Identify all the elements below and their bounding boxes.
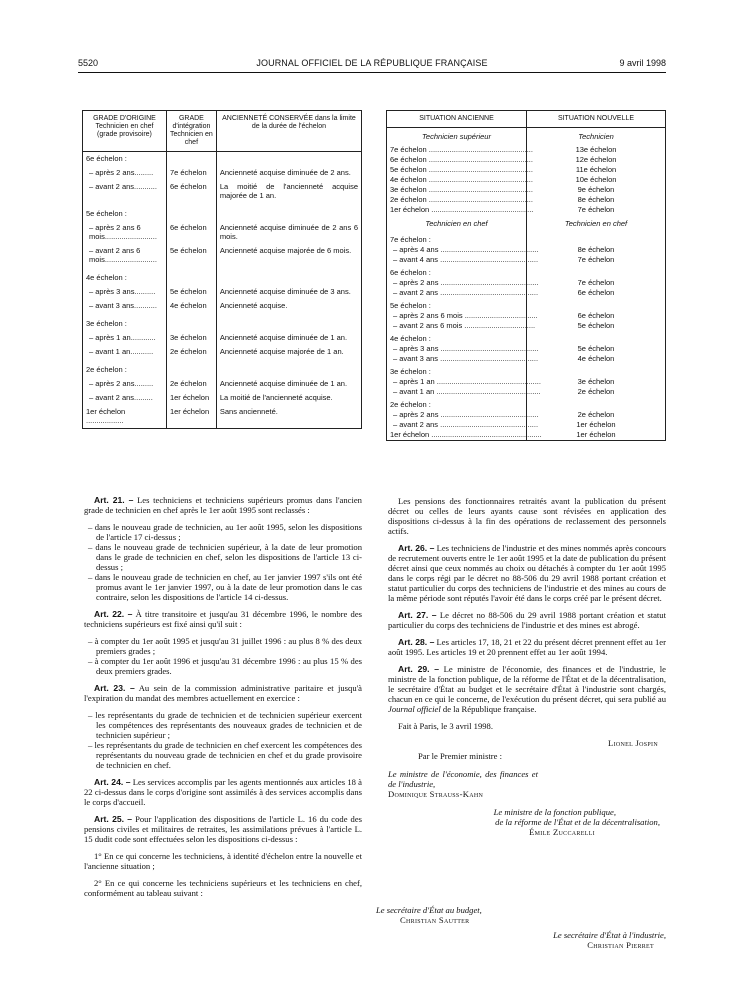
origin-cell: – avant 2 ans 6 mois......................... (83, 244, 167, 267)
table-row (387, 354, 666, 364)
article-text: À titre transitoire et jusqu'au 31 décembre 1996, le nombre des techniciens supérieurs est fixé ainsi qu'il suit : (84, 609, 362, 629)
new-situation-cell (527, 397, 666, 410)
old-situation-cell: – avant 2 ans ............................................... (387, 420, 527, 430)
table-row (83, 345, 362, 359)
old-situation-cell: 3e échelon : (387, 364, 527, 377)
table-row (387, 288, 666, 298)
article-27 (388, 610, 666, 630)
origin-cell: – avant 1 an........... (83, 345, 167, 359)
seniority-cell: Ancienneté acquise majorée de 6 mois. (216, 244, 361, 267)
integration-cell: 6e échelon (166, 221, 216, 244)
article-label: Art. 21. – (94, 495, 134, 505)
table-row (387, 387, 666, 397)
table-row (387, 331, 666, 344)
old-situation-cell: 6e échelon : (387, 265, 527, 278)
origin-cell: 2e échelon : (83, 359, 167, 377)
section-heading: Technicien en chef (527, 215, 666, 232)
table-row (83, 267, 362, 285)
old-situation-cell: 3e échelon .................................................. (387, 185, 527, 195)
minister2-title-b: de la réforme de l'État et de la décentralisation, (495, 817, 660, 827)
table-row (83, 285, 362, 299)
new-situation-cell (527, 298, 666, 311)
integration-cell: 1er échelon (166, 391, 216, 405)
table1-body (83, 152, 362, 429)
table-row (387, 278, 666, 288)
list-item: – les représentants du grade de technicien et de technicien supérieur exercent les compétences des représentants des nouveaux grades de technicien et de technicien supérieur ; (88, 710, 362, 740)
seniority-cell: La moitié de l'ancienneté acquise majorée de 1 an. (216, 180, 361, 203)
old-situation-cell: 2e échelon .................................................. (387, 195, 527, 205)
secretary1-title: Le secrétaire d'État au budget, (376, 905, 482, 915)
table1-header-seniority: ANCIENNETÉ CONSERVÉE dans la limite de la durée de l'échelon (216, 111, 361, 152)
old-situation-cell: – après 2 ans ............................................... (387, 410, 527, 420)
table-row (387, 155, 666, 165)
table-row (387, 255, 666, 265)
journal-title: JOURNAL OFFICIEL DE LA RÉPUBLIQUE FRANÇAISE (256, 58, 488, 68)
table-row (387, 364, 666, 377)
old-situation-cell: – après 2 ans ............................................... (387, 278, 527, 288)
pm-label: Par le Premier ministre : (418, 751, 503, 761)
secretary2-title: Le secrétaire d'État à l'industrie, (553, 930, 666, 940)
integration-cell: 4e échelon (166, 299, 216, 313)
old-situation-cell: 5e échelon : (387, 298, 527, 311)
article-text: Les services accomplis par les agents mentionnés aux articles 18 à 22 ci-dessus dans le corps d'origine sont assimilés à des services accomplis dans le corps d'accueil. (84, 777, 362, 807)
article-21-list (84, 522, 362, 602)
new-situation-cell: 1er échelon (527, 420, 666, 430)
header-rule (78, 72, 666, 73)
section-heading-row (387, 128, 666, 146)
old-situation-cell: – après 4 ans ............................................... (387, 245, 527, 255)
article-text: Le décret no 88-506 du 29 avril 1988 portant création et statut particulier du corps des techniciens de l'industrie et des mines est abrogé. (388, 610, 666, 630)
article-22 (84, 609, 362, 629)
integration-cell: 7e échelon (166, 166, 216, 180)
table-row (387, 321, 666, 331)
article-23-list (84, 710, 362, 770)
new-situation-cell (527, 232, 666, 245)
table-row (83, 331, 362, 345)
new-situation-cell: 6e échelon (527, 311, 666, 321)
old-situation-cell: 4e échelon .................................................. (387, 175, 527, 185)
new-situation-cell: 9e échelon (527, 185, 666, 195)
article-23 (84, 683, 362, 703)
integration-cell (166, 203, 216, 221)
minister2-title-a: Le ministre de la fonction publique, (493, 807, 616, 817)
article-25-point-2: 2° En ce qui concerne les techniciens supérieurs et les techniciens en chef, conformément au tableau suivant : (84, 878, 362, 898)
table-row (83, 377, 362, 391)
old-situation-cell: – avant 2 ans ............................................... (387, 288, 527, 298)
old-situation-cell: – après 3 ans ............................................... (387, 344, 527, 354)
article-text-end: de la République française. (442, 704, 537, 714)
table-row (387, 165, 666, 175)
new-situation-cell: 5e échelon (527, 321, 666, 331)
old-situation-cell: – avant 1 an .................................................. (387, 387, 527, 397)
new-situation-cell: 7e échelon (527, 255, 666, 265)
table-row (387, 410, 666, 420)
table-row (387, 397, 666, 410)
new-situation-cell: 1er échelon (527, 430, 666, 441)
old-situation-cell: 2e échelon : (387, 397, 527, 410)
new-situation-cell (527, 364, 666, 377)
new-situation-cell: 6e échelon (527, 288, 666, 298)
seniority-cell: Ancienneté acquise. (216, 299, 361, 313)
table-row (387, 175, 666, 185)
issue-date: 9 avril 1998 (619, 58, 666, 68)
integration-cell: 5e échelon (166, 285, 216, 299)
article-text: Les articles 17, 18, 21 et 22 du présent décret prennent effet au 1er août 1995. Les articles 19 et 20 prennent effet au 1er août 1994. (388, 637, 666, 657)
table-row (83, 244, 362, 267)
table-row (387, 245, 666, 255)
table2-body (387, 128, 666, 441)
article-text: Au sein de la commission administrative paritaire et jusqu'à l'expiration du mandat des membres actuellement en exercice : (84, 683, 362, 703)
origin-cell: 3e échelon : (83, 313, 167, 331)
table-row (83, 299, 362, 313)
integration-cell: 3e échelon (166, 331, 216, 345)
table-row (387, 298, 666, 311)
list-item: – dans le nouveau grade de technicien en chef, au 1er janvier 1997 s'ils ont été promus avant le 1er janvier 1997, ou à la date de leur promotion dans le cas contraire, selon les dispositions de l'article 14 ci-dessus. (88, 572, 362, 602)
new-situation-cell: 12e échelon (527, 155, 666, 165)
article-26 (388, 543, 666, 603)
seniority-cell: Ancienneté acquise majorée de 1 an. (216, 345, 361, 359)
origin-cell: 4e échelon : (83, 267, 167, 285)
article-text: Pour l'application des dispositions de l'article L. 16 du code des pensions civiles et militaires de retraites, les assimilations prévues à l'article L. 15 dudit code sont effectuées selon les dispositions ci-dessus : (84, 814, 362, 844)
origin-cell: – après 3 ans.......... (83, 285, 167, 299)
new-situation-cell (527, 265, 666, 278)
old-situation-cell: 5e échelon .................................................. (387, 165, 527, 175)
table-row (387, 344, 666, 354)
origin-cell: – avant 3 ans........... (83, 299, 167, 313)
new-situation-cell (527, 331, 666, 344)
integration-cell: 6e échelon (166, 180, 216, 203)
seniority-cell (216, 267, 361, 285)
table1-header-integration: GRADE d'intégration Technicien en chef (166, 111, 216, 152)
origin-cell: 6e échelon : (83, 152, 167, 167)
list-item: – les représentants du grade de technicien en chef exercent les compétences des représentants du nouveau grade de technicien en chef et du grade provisoire de technicien en chef. (88, 740, 362, 770)
seniority-cell: Ancienneté acquise diminuée de 3 ans. (216, 285, 361, 299)
article-label: Art. 24. – (94, 777, 131, 787)
old-situation-cell: 1er échelon ................................................. (387, 205, 527, 215)
old-situation-cell: – avant 4 ans ............................................... (387, 255, 527, 265)
old-situation-cell: 1er échelon ..................................................... (387, 430, 527, 441)
old-situation-cell: – après 2 ans 6 mois ................................... (387, 311, 527, 321)
article-label: Art. 25. – (94, 814, 133, 824)
new-situation-cell: 3e échelon (527, 377, 666, 387)
table-row (387, 185, 666, 195)
section-heading: Technicien en chef (387, 215, 527, 232)
table-row (387, 205, 666, 215)
origin-cell: – après 2 ans......... (83, 166, 167, 180)
table-row (83, 221, 362, 244)
origin-cell: – avant 2 ans........... (83, 180, 167, 203)
new-situation-cell: 2e échelon (527, 387, 666, 397)
minister1-title: Le ministre de l'économie, des finances et de l'industrie, (388, 769, 538, 789)
table-row (387, 145, 666, 155)
article-label: Art. 23. – (94, 683, 135, 693)
minister1-name: Dominique Strauss-Kahn (388, 789, 484, 799)
table-row (83, 152, 362, 167)
seniority-cell: Ancienneté acquise diminuée de 2 ans. (216, 166, 361, 180)
old-situation-cell: 4e échelon : (387, 331, 527, 344)
article-21 (84, 495, 362, 515)
article-22-list (84, 636, 362, 676)
table2-header-new: SITUATION NOUVELLE (527, 111, 666, 128)
situation-table (386, 110, 666, 441)
secretary2-name: Christian Pierret (587, 940, 654, 950)
left-column (84, 495, 362, 905)
origin-cell: – après 2 ans......... (83, 377, 167, 391)
old-situation-cell: 6e échelon .................................................. (387, 155, 527, 165)
new-situation-cell: 10e échelon (527, 175, 666, 185)
article-label: Art. 29. – (398, 664, 440, 674)
old-situation-cell: 7e échelon : (387, 232, 527, 245)
integration-cell (166, 359, 216, 377)
table-row (83, 359, 362, 377)
article-label: Art. 27. – (398, 610, 437, 620)
table2-header-old: SITUATION ANCIENNE (387, 111, 527, 128)
new-situation-cell: 7e échelon (527, 278, 666, 288)
seniority-cell (216, 203, 361, 221)
article-text: Le ministre de l'économie, des finances et de l'industrie, le ministre de la fonction publique, de la réforme de l'État et de la décentralisation, le secrétaire d'État au budget et le secrétaire d'État à l'industrie sont chargés, chacun en ce qui le concerne, de l'exécution du présent décret, qui sera publié au (388, 664, 666, 704)
new-situation-cell: 4e échelon (527, 354, 666, 364)
seniority-cell: La moitié de l'ancienneté acquise. (216, 391, 361, 405)
table-row (387, 311, 666, 321)
section-heading: Technicien (527, 128, 666, 146)
integration-cell (166, 313, 216, 331)
article-text: Les techniciens et techniciens supérieurs promus dans l'ancien grade de technicien en chef après le 1er août 1995 sont reclassés : (84, 495, 362, 515)
new-situation-cell: 13e échelon (527, 145, 666, 155)
seniority-cell: Ancienneté acquise diminuée de 1 an. (216, 331, 361, 345)
origin-cell: 5e échelon : (83, 203, 167, 221)
seniority-cell: Ancienneté acquise diminuée de 2 ans 6 mois. (216, 221, 361, 244)
integration-cell: 2e échelon (166, 345, 216, 359)
list-item: – à compter du 1er août 1995 et jusqu'au 31 juillet 1996 : au plus 8 % des deux premiers grades ; (88, 636, 362, 656)
origin-cell: – après 1 an............ (83, 331, 167, 345)
integration-cell (166, 152, 216, 167)
table-row (387, 265, 666, 278)
table-row (387, 377, 666, 387)
table-row (83, 166, 362, 180)
table1-header-origin: GRADE D'ORIGINE Technicien en chef (grade provisoire) (83, 111, 167, 152)
table-row (83, 180, 362, 203)
seniority-cell (216, 359, 361, 377)
table-row (387, 430, 666, 441)
table-row (83, 203, 362, 221)
right-column (388, 496, 666, 837)
seniority-cell (216, 313, 361, 331)
old-situation-cell: 7e échelon .................................................. (387, 145, 527, 155)
section-heading-row (387, 215, 666, 232)
list-item: – à compter du 1er août 1996 et jusqu'au 31 décembre 1996 : au plus 15 % des deux premiers grades. (88, 656, 362, 676)
secretaries-signatures (376, 905, 666, 950)
new-situation-cell: 8e échelon (527, 195, 666, 205)
new-situation-cell: 7e échelon (527, 205, 666, 215)
old-situation-cell: – après 1 an .................................................. (387, 377, 527, 387)
signatures (388, 738, 666, 837)
integration-cell (166, 267, 216, 285)
article-25 (84, 814, 362, 844)
origin-cell: 1er échelon .................. (83, 405, 167, 429)
article-label: Art. 28. – (398, 637, 435, 647)
pm-name: Lionel Jospin (608, 738, 658, 748)
table-row (387, 232, 666, 245)
list-item: – dans le nouveau grade de technicien, au 1er août 1995, selon les dispositions de l'article 17 ci-dessus ; (88, 522, 362, 542)
article-label: Art. 26. – (398, 543, 435, 553)
table-row (83, 313, 362, 331)
page-number: 5520 (78, 58, 99, 68)
seniority-cell: Ancienneté acquise diminuée de 1 an. (216, 377, 361, 391)
table-row (83, 391, 362, 405)
origin-cell: – après 2 ans 6 mois......................... (83, 221, 167, 244)
journal-officiel-ref: Journal officiel (388, 704, 441, 714)
new-situation-cell: 2e échelon (527, 410, 666, 420)
article-29 (388, 664, 666, 714)
table-row (387, 195, 666, 205)
reclassification-table (82, 110, 362, 429)
table-row (387, 420, 666, 430)
table-row (83, 405, 362, 429)
list-item: – dans le nouveau grade de technicien supérieur, à la date de leur promotion dans le grade de technicien en chef, selon les dispositions de l'article 13 ci-dessus ; (88, 542, 362, 572)
article-25-point-1: 1° En ce qui concerne les techniciens, à identité d'échelon entre la nouvelle et l'ancienne situation ; (84, 851, 362, 871)
new-situation-cell: 8e échelon (527, 245, 666, 255)
origin-cell: – avant 2 ans......... (83, 391, 167, 405)
done-at: Fait à Paris, le 3 avril 1998. (398, 721, 493, 731)
seniority-cell (216, 152, 361, 167)
article-24 (84, 777, 362, 807)
article-label: Art. 22. – (94, 609, 133, 619)
integration-cell: 5e échelon (166, 244, 216, 267)
integration-cell: 2e échelon (166, 377, 216, 391)
section-heading: Technicien supérieur (387, 128, 527, 146)
old-situation-cell: – avant 3 ans ............................................... (387, 354, 527, 364)
article-text: Les techniciens de l'industrie et des mines nommés après concours de recrutement ouverts entre le 1er août 1995 et la date de publication du présent décret ainsi que ceux nommés au choix ou détachés à compter du 1er août 1995 dans le corps régi par le décret no 88-506 du 29 avril 1988 portant création et statut particulier du corps des techniciens de l'industrie et des mines au cours de la même période sont réputés l'avoir été dans le corps créé par le présent décret. (388, 543, 667, 603)
seniority-cell: Sans ancienneté. (216, 405, 361, 429)
article-28 (388, 637, 666, 657)
integration-cell: 1er échelon (166, 405, 216, 429)
pensions-paragraph: Les pensions des fonctionnaires retraités avant la publication du présent décret ou celles de leurs ayants cause sont révisées en application des dispositions ci-dessus à la fin des opérations de reclassement des personnels actifs. (388, 496, 666, 536)
minister2-name: Émile Zuccarelli (529, 827, 595, 837)
old-situation-cell: – avant 2 ans 6 mois .................................. (387, 321, 527, 331)
new-situation-cell: 11e échelon (527, 165, 666, 175)
secretary1-name: Christian Sautter (400, 915, 470, 925)
new-situation-cell: 5e échelon (527, 344, 666, 354)
